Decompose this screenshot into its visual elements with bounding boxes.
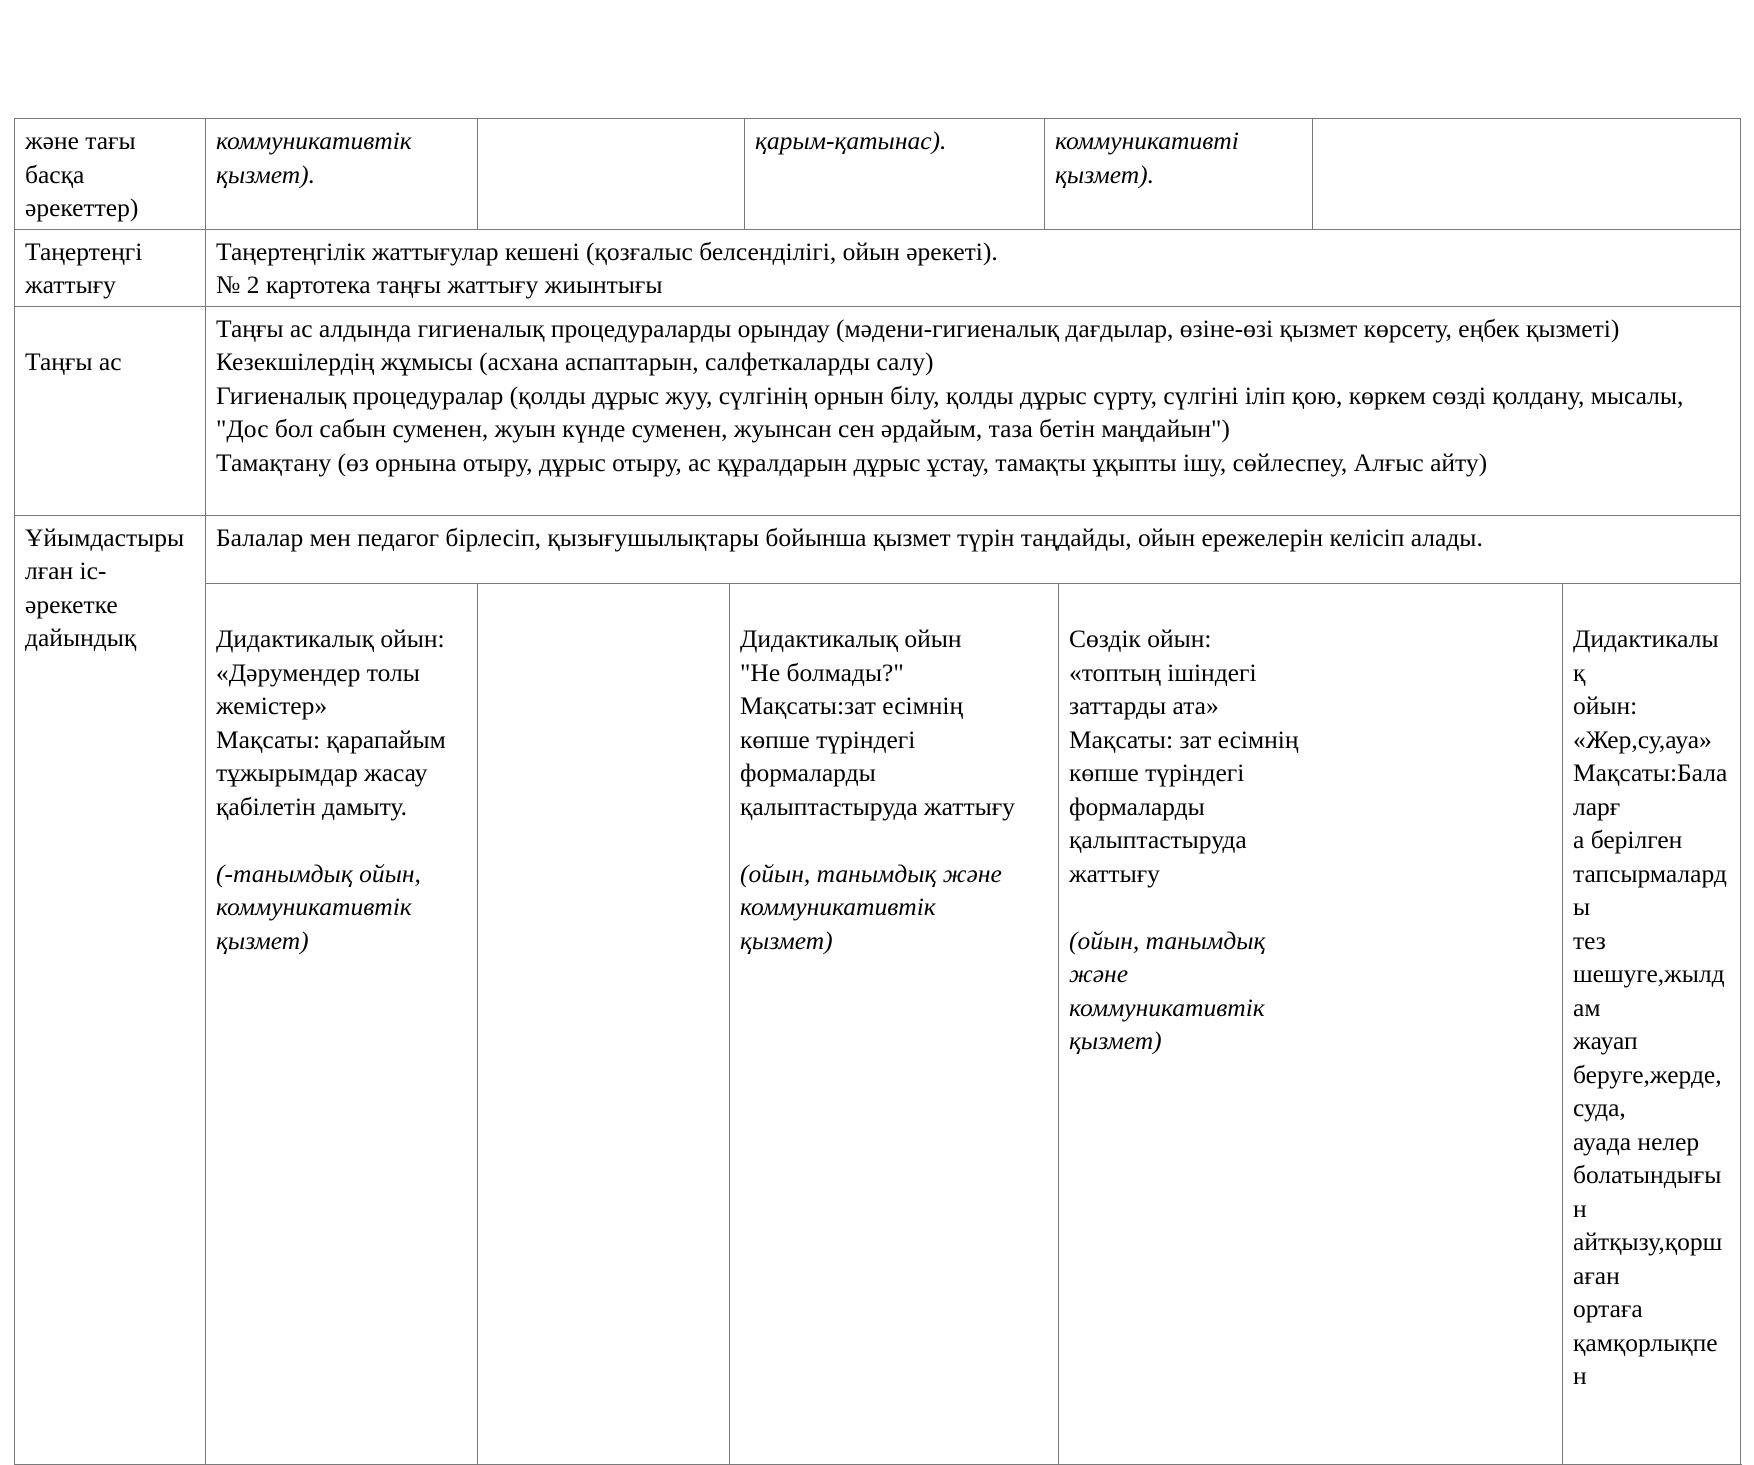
table-row-preparation-games [15,583,1741,1464]
cell-preparation-intro: Балалар мен педагог бірлесіп, қызығушылықтары бойынша қызмет түрін таңдайды, ойын ережелерін келісіп алады. [206,515,1741,583]
game-4-note: (ойын, танымдық және коммуникативтік қызмет) [1069,925,1266,1055]
cell-continuation-5 [1313,119,1741,230]
table-row-continuation [15,119,1741,230]
cell-game-1 [206,583,478,1464]
cell-game-4 [1059,583,1563,1464]
cell-note: коммуникативтік қызмет). [216,126,412,189]
cell-continuation-2 [478,119,745,230]
row-label-morning-exercise: Таңертеңгі жаттығу [15,229,206,306]
cell-continuation-3 [745,119,1045,230]
row-label-continuation: және тағы басқа әрекеттер) [15,119,206,230]
cell-game-3 [730,583,1059,1464]
cell-continuation-4 [1045,119,1313,230]
table-row-breakfast [15,306,1741,515]
game-1-text: Дидактикалық ойын: «Дәрумендер толы жемістер» Мақсаты: қарапайым тұжырымдар жасау қабілетін дамыту. [216,624,446,821]
table-row-preparation-intro [15,515,1741,583]
cell-game-2 [478,583,730,1464]
row-label-breakfast: Таңғы ас [15,306,206,515]
daily-plan-table [14,118,1741,1465]
game-3-note: (ойын, танымдық және коммуникативтік қызмет) [740,858,1002,955]
game-3-text: Дидактикалық ойын "Не болмады?" Мақсаты:зат есімнің көпше түріндегі формаларды қалыптастыруда жаттығу [740,624,1015,821]
game-5-text: Дидактикалық ойын: «Жер,су,ауа» Мақсаты:Балаларғ а берілген тапсырмаларды тез шешуге,жылдам жауап беруге,жерде,суда, ауада нелер болатындығын айтқызу,қоршаған ортаға қамқорлықпен [1573,624,1728,1390]
cell-note: коммуникативті қызмет). [1055,126,1239,189]
cell-morning-exercise-content: Таңертеңгілік жаттығулар кешені (қозғалыс белсенділігі, ойын әрекеті). № 2 картотека таңғы жаттығу жиынтығы [206,229,1741,306]
cell-game-5 [1563,583,1741,1464]
cell-note: қарым-қатынас). [755,126,947,155]
cell-continuation-1 [206,119,478,230]
row-label-preparation: Ұйымдастыры лған іс- әрекетке дайындық [15,515,206,1464]
table-row-morning-exercise [15,229,1741,306]
game-1-note: (-танымдық ойын, коммуникативтік қызмет) [216,858,421,955]
cell-breakfast-content: Таңғы ас алдында гигиеналық процедураларды орындау (мәдени-гигиеналық дағдылар, өзіне-өзі қызмет көрсету, еңбек қызметі) Кезекшілердің жұмысы (асхана аспаптарын, салфеткаларды салу) Гигиеналық процедуралар (қолды дұрыс жуу, сүлгінің орнын білу, қолды дұрыс сүрту, сүлгіні іліп қою, көркем сөзді қолдану, мысалы, "Дос бол сабын суменен, жуын күнде суменен, жуынсан сен әрдайым, таза бетін маңдайын") Тамақтану (өз орнына отыру, дұрыс отыру, ас құралдарын дұрыс ұстау, тамақты ұқыпты ішу, сөйлеспеу, Алғыс айту) [206,306,1741,515]
game-4-text: Сөздік ойын: «топтың ішіндегі заттарды ата» Мақсаты: зат есімнің көпше түріндегі формаларды қалыптастыруда жаттығу [1069,624,1299,888]
